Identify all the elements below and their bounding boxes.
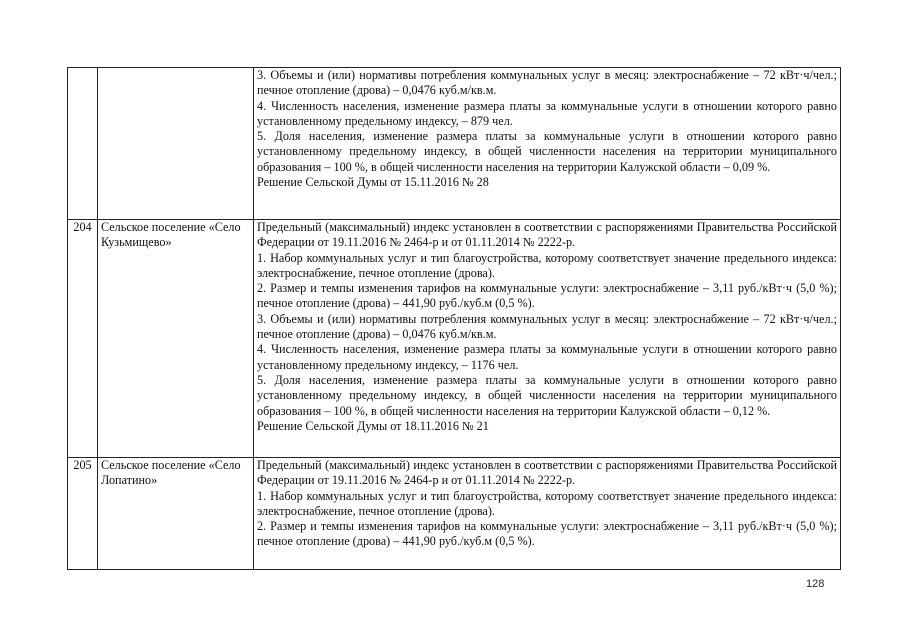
description-line: 3. Объемы и (или) нормативы потребления коммунальных услуг в месяц: электроснабжение – 72 кВт·ч/чел.; печное отопление (дрова) – 0,0476 куб.м/кв.м. bbox=[257, 311, 837, 342]
description-cell bbox=[254, 220, 841, 458]
table-row bbox=[68, 68, 841, 220]
description-line: 5. Доля населения, изменение размера платы за коммунальные услуги в отношении которого равно установленному предельному индексу, в общей численности населения на территории муниципального образования – 100 %, в общей численности населения на территории Калужской области – 0,12 %. bbox=[257, 372, 837, 418]
settlement-name-cell bbox=[98, 68, 254, 220]
description-line: 1. Набор коммунальных услуг и тип благоустройства, которому соответствует значение предельного индекса: электроснабжение, печное отопление (дрова). bbox=[257, 488, 837, 518]
table-row bbox=[68, 458, 841, 570]
row-number-cell: 205 bbox=[68, 458, 98, 570]
tariff-index-table bbox=[67, 67, 841, 570]
description-line: 2. Размер и темпы изменения тарифов на коммунальные услуги: электроснабжение – 3,11 руб./кВт·ч (5,0 %); печное отопление (дрова) – 441,90 руб./куб.м (0,5 %). bbox=[257, 519, 837, 549]
description-line: 3. Объемы и (или) нормативы потребления коммунальных услуг в месяц: электроснабжение – 72 кВт·ч/чел.; печное отопление (дрова) – 0,0476 куб.м/кв.м. bbox=[257, 68, 837, 98]
settlement-name-cell: Сельское поселение «Село Кузьмищево» bbox=[98, 220, 254, 458]
table-row bbox=[68, 220, 841, 458]
description-cell bbox=[254, 68, 841, 220]
description-line: 4. Численность населения, изменение размера платы за коммунальные услуги в отношении которого равно установленному предельному индексу, – 1176 чел. bbox=[257, 342, 837, 372]
description-line: Предельный (максимальный) индекс установлен в соответствии с распоряжениями Правительства Российской Федерации от 19.11.2016 № 2464-р и от 01.11.2014 № 2222-р. bbox=[257, 458, 837, 488]
row-number-cell: 204 bbox=[68, 220, 98, 458]
row-number-cell bbox=[68, 68, 98, 220]
decision-reference: Решение Сельской Думы от 15.11.2016 № 28 bbox=[257, 175, 489, 190]
description-line: 2. Размер и темпы изменения тарифов на коммунальные услуги: электроснабжение – 3,11 руб./кВт·ч (5,0 %); печное отопление (дрова) – 441,90 руб./куб.м (0,5 %). bbox=[257, 281, 837, 311]
description-line: 1. Набор коммунальных услуг и тип благоустройства, которому соответствует значение предельного индекса: электроснабжение, печное отопление (дрова). bbox=[257, 250, 837, 280]
description-line: 4. Численность населения, изменение размера платы за коммунальные услуги в отношении которого равно установленному предельному индексу, – 879 чел. bbox=[257, 98, 837, 128]
page-number: 128 bbox=[806, 578, 825, 590]
description-cell bbox=[254, 458, 841, 570]
settlement-name-cell: Сельское поселение «Село Лопатино» bbox=[98, 458, 254, 570]
description-line: 5. Доля населения, изменение размера платы за коммунальные услуги в отношении которого равно установленному предельному индексу, в общей численности населения на территории муниципального образования – 100 %, в общей численности населения на территории Калужской области – 0,09 %. bbox=[257, 129, 837, 174]
decision-reference: Решение Сельской Думы от 18.11.2016 № 21 bbox=[257, 418, 489, 433]
description-line: Предельный (максимальный) индекс установлен в соответствии с распоряжениями Правительства Российской Федерации от 19.11.2016 № 2464-р и от 01.11.2014 № 2222-р. bbox=[257, 220, 837, 250]
